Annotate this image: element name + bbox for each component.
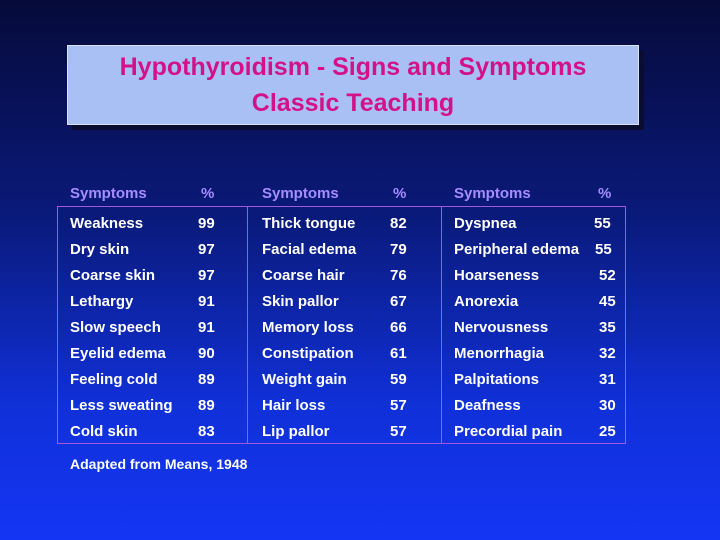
symptom-name: Hair loss: [262, 397, 326, 414]
symptom-name: Lethargy: [70, 293, 134, 310]
symptom-name: Skin pallor: [262, 293, 339, 310]
symptom-pct: 97: [198, 267, 215, 284]
title-line-2: Classic Teaching: [251, 89, 455, 117]
symptom-pct: 52: [599, 267, 616, 284]
symptom-name: Coarse hair: [262, 267, 345, 284]
symptom-pct: 89: [198, 397, 215, 414]
symptom-name: Coarse skin: [70, 267, 156, 284]
symptom-name: Feeling cold: [70, 371, 158, 388]
title-box: [67, 45, 639, 125]
symptom-name: Menorrhagia: [454, 345, 545, 362]
symptom-name: Hoarseness: [454, 267, 540, 284]
symptom-pct: 57: [390, 423, 407, 440]
symptom-name: Cold skin: [70, 423, 138, 440]
symptom-name: Thick tongue: [262, 215, 356, 232]
symptom-pct: 25: [599, 423, 616, 440]
column-divider-2: [441, 206, 442, 444]
header-pct-3: %: [598, 185, 612, 202]
symptom-name: Deafness: [454, 397, 521, 414]
symptom-pct: 79: [390, 241, 407, 258]
header-symptoms-3: Symptoms: [454, 185, 531, 202]
symptom-name: Lip pallor: [262, 423, 330, 440]
header-symptoms-1: Symptoms: [70, 185, 147, 202]
header-pct-1: %: [201, 185, 215, 202]
footnote-source: Adapted from Means, 1948: [70, 456, 248, 472]
symptom-pct: 67: [390, 293, 407, 310]
symptom-pct: 82: [390, 215, 407, 232]
header-pct-2: %: [393, 185, 407, 202]
symptom-pct: 55: [594, 215, 611, 232]
symptom-pct: 83: [198, 423, 215, 440]
symptom-name: Dry skin: [70, 241, 130, 258]
symptom-pct: 35: [599, 319, 616, 336]
symptom-pct: 99: [198, 215, 215, 232]
symptom-pct: 66: [390, 319, 407, 336]
symptom-pct: 57: [390, 397, 407, 414]
symptom-name: Facial edema: [262, 241, 357, 258]
symptom-name: Weight gain: [262, 371, 347, 388]
symptom-name: Peripheral edema: [454, 241, 580, 258]
symptom-pct: 90: [198, 345, 215, 362]
symptom-pct: 91: [198, 319, 215, 336]
symptom-name: Dyspnea: [454, 215, 517, 232]
symptom-pct: 32: [599, 345, 616, 362]
symptom-pct: 97: [198, 241, 215, 258]
symptom-pct: 59: [390, 371, 407, 388]
header-symptoms-2: Symptoms: [262, 185, 339, 202]
symptom-name: Precordial pain: [454, 423, 563, 440]
title-line-1: Hypothyroidism - Signs and Symptoms: [119, 53, 587, 81]
symptom-pct: 91: [198, 293, 215, 310]
symptom-pct: 76: [390, 267, 407, 284]
symptom-pct: 45: [599, 293, 616, 310]
symptom-name: Anorexia: [454, 293, 519, 310]
symptom-name: Nervousness: [454, 319, 549, 336]
symptom-name: Palpitations: [454, 371, 540, 388]
symptom-name: Eyelid edema: [70, 345, 166, 362]
symptom-name: Slow speech: [70, 319, 161, 336]
symptom-pct: 61: [390, 345, 407, 362]
column-divider-1: [247, 206, 248, 444]
symptom-pct: 30: [599, 397, 616, 414]
symptom-name: Weakness: [70, 215, 144, 232]
symptom-pct: 89: [198, 371, 215, 388]
symptom-name: Memory loss: [262, 319, 354, 336]
symptom-pct: 55: [595, 241, 612, 258]
symptom-name: Less sweating: [70, 397, 173, 414]
symptom-pct: 31: [599, 371, 616, 388]
symptom-name: Constipation: [262, 345, 354, 362]
